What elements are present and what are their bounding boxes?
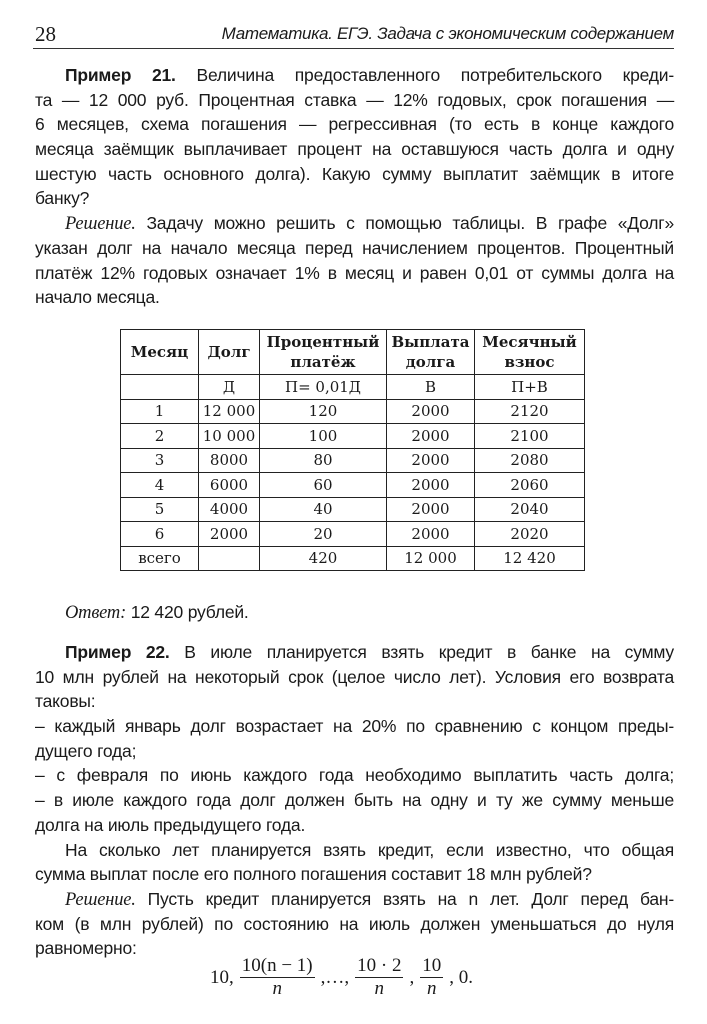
running-title: Математика. ЕГЭ. Задача с экономическим содержанием (221, 24, 674, 43)
table-cell: 40 (260, 497, 387, 522)
col-header: Долг (199, 330, 260, 375)
table-cell: 2080 (475, 448, 585, 473)
text-line: – в июле каждого года долг должен быть на одну и ту же сумму меньше (35, 790, 674, 811)
table-row (121, 546, 585, 571)
table-cell: В (387, 375, 475, 400)
example-22 (35, 640, 674, 961)
table-cell: 60 (260, 473, 387, 498)
table-row (121, 399, 585, 424)
col-header: Выплата долга (387, 330, 475, 375)
repayment-table (120, 329, 585, 571)
table-cell: 420 (260, 546, 387, 571)
answer-label: Ответ: (65, 603, 127, 623)
formula-term: 10, (210, 966, 234, 988)
answer-value: 12 420 рублей. (126, 602, 249, 622)
table-cell: 3 (121, 448, 199, 473)
text-line: платёж 12% годовых означает 1% в месяц и равен 0,01 от суммы долга на (35, 262, 674, 283)
table-cell: 80 (260, 448, 387, 473)
text-line: месяца заёмщик выплачивает процент на оставшуюся часть долга и одну (35, 139, 674, 160)
example-label: Пример 22. (65, 642, 170, 662)
table-cell: 12 000 (387, 546, 475, 571)
text-line: – с февраля по июнь каждого года необходимо выплатить часть долга; (35, 765, 674, 786)
text-line: – каждый январь долг возрастает на 20% по сравнению с концом преды- (35, 716, 674, 737)
table-cell: 1 (121, 399, 199, 424)
formula-term: , 0. (449, 966, 473, 988)
solution-label: Решение. (65, 214, 136, 235)
fraction: $\frac{10(n - 1)}{n}$ (241, 955, 313, 999)
debt-sequence-formula (210, 955, 473, 1000)
table-row (121, 497, 585, 522)
table-cell: 12 420 (475, 546, 585, 571)
text-line: начало месяца. (35, 287, 160, 308)
text-line: долга на июль предыдущего года. (35, 814, 306, 835)
text-line: банку? (35, 188, 90, 209)
text-line: ком (в млн рублей) по состоянию на июль должен уменьшаться до нуля (35, 913, 674, 934)
text-line: шестую часть основного долга). Какую сумму выплатит заёмщик в итоге (35, 163, 674, 184)
table-cell: 2000 (199, 522, 260, 547)
table-cell: 2000 (387, 522, 475, 547)
table-cell: 12 000 (199, 399, 260, 424)
formula-term: , (409, 966, 415, 988)
col-header: Месяц (121, 330, 199, 375)
table-cell: 6000 (199, 473, 260, 498)
formula-row (121, 375, 585, 400)
table-cell: 2060 (475, 473, 585, 498)
table-cell: 120 (260, 399, 387, 424)
table-cell: 2120 (475, 399, 585, 424)
formula-term: ,…, (320, 966, 350, 988)
text-line: равномерно: (35, 938, 137, 959)
answer (35, 600, 674, 625)
text-line: 10 млн рублей на некоторый срок (целое число лет). Условия его возврата (35, 666, 674, 687)
table-cell: Д (199, 375, 260, 400)
table-row (121, 424, 585, 449)
table-cell: 5 (121, 497, 199, 522)
table-row (121, 522, 585, 547)
table-row (121, 448, 585, 473)
col-header: Процентный платёж (260, 330, 387, 375)
table-cell: 6 (121, 522, 199, 547)
table-cell: 2 (121, 424, 199, 449)
table-header-row (121, 330, 585, 375)
table-cell: 2000 (387, 473, 475, 498)
text-line: та — 12 000 руб. Процентная ставка — 12% годовых, срок погашения — (35, 89, 674, 110)
fraction: $\frac{10 \cdot 2}{n}$ (357, 955, 402, 999)
text-line: На сколько лет планируется взять кредит, если известно, что общая (65, 839, 674, 860)
text-line: сумма выплат после его полного погашения составит 18 млн рублей? (35, 864, 592, 885)
text-line: Решение. Задачу можно решить с помощью таблицы. В графе «Долг» (65, 213, 674, 235)
table-cell: П+В (475, 375, 585, 400)
fraction: $\frac{10}{n}$ (422, 955, 442, 999)
text-line: Решение. Пусть кредит планируется взять на n лет. Долг перед бан- (65, 888, 674, 910)
header-rule (33, 48, 674, 49)
table-cell: 4000 (199, 497, 260, 522)
text-line: указан долг на начало месяца перед начислением процентов. Процентный (35, 237, 674, 258)
text-line: 6 месяцев, схема погашения — регрессивная (то есть в конце каждого (35, 114, 674, 135)
table-cell: П= 0,01Д (260, 375, 387, 400)
table-cell: 2020 (475, 522, 585, 547)
table-cell: всего (121, 546, 199, 571)
example-21 (35, 63, 674, 310)
table-cell: 4 (121, 473, 199, 498)
example-label: Пример 21. (65, 65, 176, 85)
table-cell: 100 (260, 424, 387, 449)
text-line: таковы: (35, 691, 96, 712)
table-row (121, 473, 585, 498)
table-cell: 2000 (387, 497, 475, 522)
table-cell: 2100 (475, 424, 585, 449)
table-cell: 2040 (475, 497, 585, 522)
table-cell: 10 000 (199, 424, 260, 449)
page-number: 28 (35, 22, 56, 46)
table-cell: 2000 (387, 448, 475, 473)
text-line: Пример 21. Величина предоставленного потребительского креди- (65, 65, 674, 85)
text-line (35, 600, 674, 625)
table-cell: 20 (260, 522, 387, 547)
solution-label: Решение. (65, 889, 136, 910)
table-cell: 2000 (387, 424, 475, 449)
col-header: Месячный взнос (475, 330, 585, 375)
table-cell: 2000 (387, 399, 475, 424)
table-cell (121, 375, 199, 400)
table-cell: 8000 (199, 448, 260, 473)
table-cell (199, 546, 260, 571)
text-line: дущего года; (35, 740, 137, 761)
text-line: Пример 22. В июле планируется взять кредит в банке на сумму (65, 642, 674, 662)
